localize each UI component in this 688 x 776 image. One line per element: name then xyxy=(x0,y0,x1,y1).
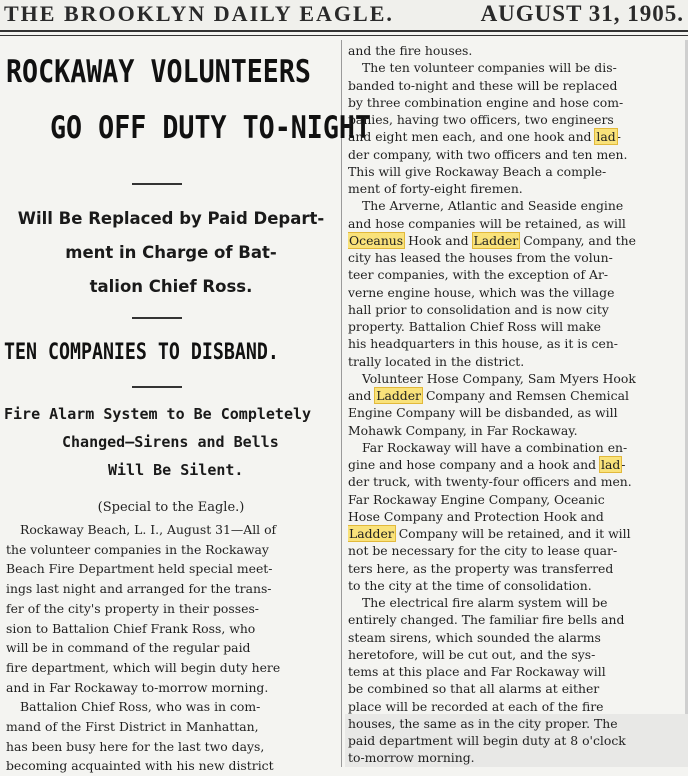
text-line: Ladder Company will be retained, and it will xyxy=(349,526,631,541)
text-line: Battalion Chief Ross, who was in com- xyxy=(20,699,261,715)
text-line: der company, with two officers and ten men. xyxy=(348,146,628,162)
text-line: the volunteer companies in the Rockaway xyxy=(6,541,269,557)
text-line: hall prior to consolidation and is now city xyxy=(348,301,609,317)
text-line: panies, having two officers, two engineers xyxy=(348,112,614,127)
text-line: and hose companies will be retained, as will xyxy=(348,215,626,231)
article-right-column xyxy=(348,42,684,767)
search-highlight: lad xyxy=(596,129,616,145)
text-line: fire department, which will begin duty here xyxy=(6,659,281,675)
text-line: ters here, as the property was transferred xyxy=(348,560,614,576)
headline-rule-1 xyxy=(132,183,182,185)
deck2-line-3: Will Be Silent. xyxy=(108,461,244,479)
text-line: his headquarters in this house, as it is cen- xyxy=(348,336,618,352)
text-line: der truck, with twenty-four officers and men. xyxy=(348,474,632,490)
deck1-line-1: Will Be Replaced by Paid Depart- xyxy=(17,209,325,228)
text-line: teer companies, with the exception of Ar- xyxy=(348,267,609,283)
issue-date: AUGUST 31, 1905. xyxy=(480,1,684,26)
text-line: be combined so that all alarms at either xyxy=(348,681,600,697)
article-left-column xyxy=(6,520,338,776)
secondary-headline: TEN COMPANIES TO DISBAND. xyxy=(4,340,279,365)
text-line: Engine Company will be disbanded, as will xyxy=(348,405,618,421)
masthead-rule xyxy=(0,30,688,36)
search-highlight: Ladder xyxy=(473,232,519,248)
byline: (Special to the Eagle.) xyxy=(97,500,245,515)
headline-rule-3 xyxy=(132,386,182,388)
search-highlight: Ladder xyxy=(349,526,394,541)
deck2-line-2: Changed—Sirens and Bells xyxy=(62,433,279,451)
text-line: Far Rockaway Engine Company, Oceanic xyxy=(348,491,605,507)
text-line: Oceanus Hook and Ladder Company, and the xyxy=(349,232,636,248)
subheadline-deck-2 xyxy=(4,400,338,484)
text-line: and Ladder Company and Remsen Chemical xyxy=(348,388,629,403)
text-line: Beach Fire Department held special meet- xyxy=(6,561,273,577)
text-line: banded to-night and these will be replaced xyxy=(348,77,618,93)
text-line: has been busy here for the last two days, xyxy=(6,738,265,754)
text-line: verne engine house, which was the village xyxy=(348,284,615,300)
text-line: sion to Battalion Chief Frank Ross, who xyxy=(6,620,256,636)
text-line: city has leased the houses from the volun- xyxy=(348,250,613,265)
search-highlight: Oceanus xyxy=(349,232,404,248)
text-line: and in Far Rockaway to-morrow morning. xyxy=(6,679,269,695)
text-line: to the city at the time of consolidation. xyxy=(348,577,592,593)
text-line: This will give Rockaway Beach a comple- xyxy=(348,163,607,179)
text-line: to-morrow morning. xyxy=(348,750,475,766)
text-line: Far Rockaway will have a combination en- xyxy=(362,439,628,455)
headline-line-1: ROCKAWAY VOLUNTEERS xyxy=(6,54,311,90)
text-line: tems at this place and Far Rockaway will xyxy=(348,664,606,679)
text-line: mand of the First District in Manhattan, xyxy=(6,719,259,735)
text-line: houses, the same as in the city proper. The xyxy=(348,715,618,731)
subheadline-deck-1 xyxy=(6,202,336,304)
text-line: The ten volunteer companies will be dis- xyxy=(362,60,617,76)
text-line: and the fire houses. xyxy=(348,43,473,58)
text-line: and eight men each, and one hook and lad- xyxy=(348,129,621,145)
deck1-line-3: talion Chief Ross. xyxy=(89,277,253,296)
text-line: paid department will begin duty at 8 o'clock xyxy=(348,733,626,748)
deck2-line-1: Fire Alarm System to Be Completely xyxy=(4,405,312,423)
text-line: Volunteer Hose Company, Sam Myers Hook xyxy=(362,370,636,386)
text-line: property. Battalion Chief Ross will make xyxy=(348,319,601,334)
text-line: becoming acquainted with his new district xyxy=(6,758,274,774)
text-line: fer of the city's property in their posses- xyxy=(6,600,259,616)
search-highlight: Ladder xyxy=(376,388,421,403)
text-line: steam sirens, which sounded the alarms xyxy=(348,629,601,645)
masthead xyxy=(0,0,688,30)
text-line: not be necessary for the city to lease quar- xyxy=(348,543,618,559)
text-line: The Arverne, Atlantic and Seaside engine xyxy=(362,198,624,214)
text-line: The electrical fire alarm system will be xyxy=(362,595,608,610)
headline-rule-2 xyxy=(132,317,182,319)
text-line: Mohawk Company, in Far Rockaway. xyxy=(348,422,578,438)
text-line: will be in command of the regular paid xyxy=(6,640,251,656)
search-highlight: lad xyxy=(601,457,621,472)
deck1-line-2: ment in Charge of Bat- xyxy=(65,243,277,262)
text-line: place will be recorded at each of the fire xyxy=(348,698,604,714)
text-line: gine and hose company and a hook and lad- xyxy=(348,457,626,472)
text-line: Hose Company and Protection Hook and xyxy=(348,508,604,524)
headline-line-2: GO OFF DUTY TO-NIGHT xyxy=(50,110,372,146)
text-line: heretofore, will be cut out, and the sys- xyxy=(348,646,596,662)
text-line: trally located in the district. xyxy=(348,353,525,369)
newspaper-name: THE BROOKLYN DAILY EAGLE. xyxy=(4,1,394,26)
text-line: ings last night and arranged for the trans- xyxy=(6,581,272,597)
text-line: by three combination engine and hose com- xyxy=(348,94,624,110)
text-line: entirely changed. The familiar fire bells and xyxy=(348,612,625,628)
text-line: Rockaway Beach, L. I., August 31—All of xyxy=(20,522,277,537)
text-line: ment of forty-eight firemen. xyxy=(348,181,523,196)
